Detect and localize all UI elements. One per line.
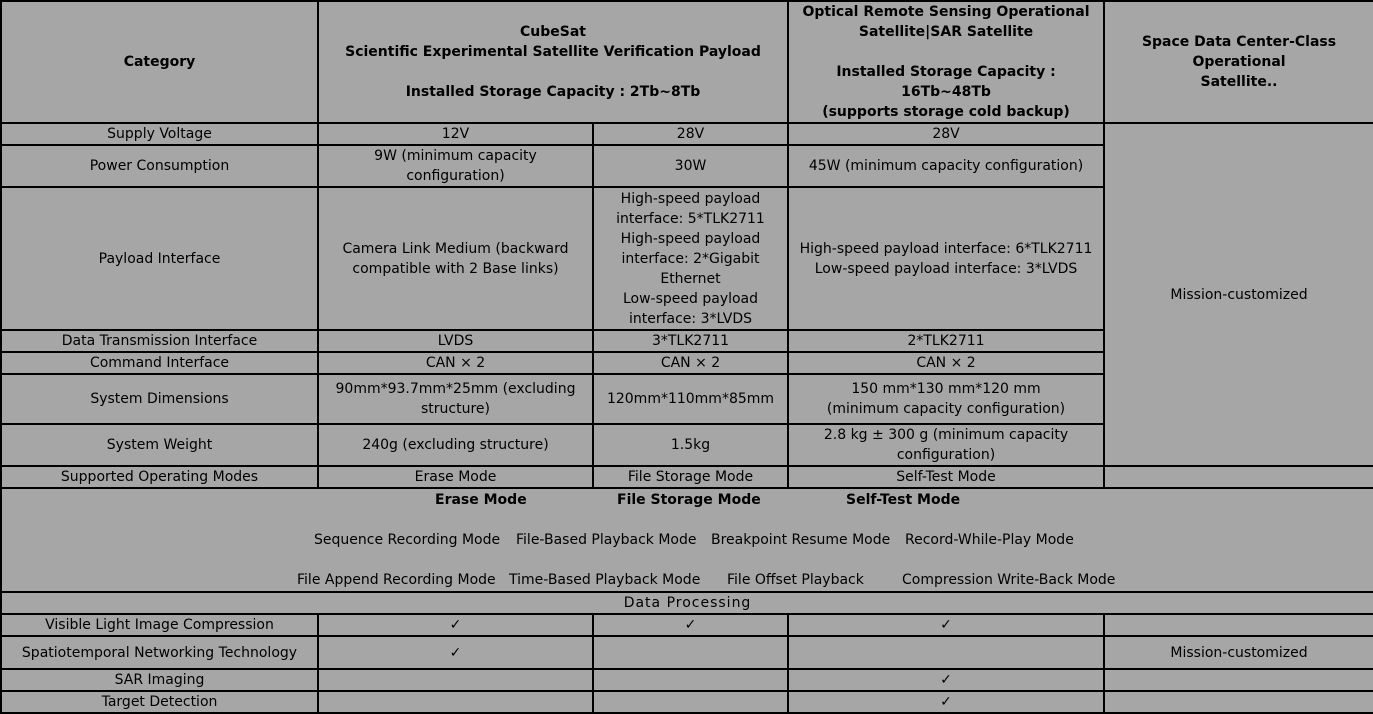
cell-cubesat-a: 9W (minimum capacity configuration) (318, 145, 593, 187)
mode-item: File Append Recording Mode (297, 572, 496, 588)
cell-optical: 28V (788, 123, 1104, 145)
check-cell (318, 669, 593, 691)
optical-title-line2: Satellite|SAR Satellite (858, 24, 1034, 40)
check-icon: ✓ (449, 644, 462, 661)
cell-optical: Self-Test Mode (788, 466, 1104, 488)
cell-cubesat-a: 240g (excluding structure) (318, 424, 593, 466)
mode-item: File Offset Playback (727, 572, 864, 588)
cell-optical: 45W (minimum capacity configuration) (788, 145, 1104, 187)
cell-optical (788, 187, 1104, 330)
row-label: Command Interface (1, 352, 318, 374)
row-target-detection (1, 691, 1373, 713)
cell-cubesat-b: 3*TLK2711 (593, 330, 788, 352)
section-title: Data Processing (1, 592, 1373, 614)
space-title-line1: Space Data Center-Class Operational (1141, 34, 1337, 70)
mode-item: Self-Test Mode (846, 492, 961, 508)
cubesat-storage: Installed Storage Capacity : 2Tb~8Tb (405, 84, 701, 100)
check-cell (593, 691, 788, 713)
cell-line: Ethernet (660, 270, 721, 287)
cell-cubesat-a: CAN × 2 (318, 352, 593, 374)
check-icon: ✓ (940, 617, 952, 633)
cell-empty (1104, 466, 1373, 488)
header-optical (788, 1, 1104, 123)
check-cell (788, 691, 1104, 713)
cell-cubesat-b: 120mm*110mm*85mm (593, 374, 788, 424)
optical-storage-note: (supports storage cold backup) (822, 104, 1070, 120)
header-cubesat (318, 1, 788, 123)
check-icon: ✓ (449, 617, 462, 633)
check-icon: ✓ (940, 672, 952, 688)
cell-cubesat-b: 28V (593, 123, 788, 145)
cell-line: configuration) (896, 447, 996, 463)
row-label: System Weight (1, 424, 318, 466)
cell-line: structure) (421, 401, 490, 417)
check-cell (318, 614, 593, 636)
modes-row-2 (8, 530, 1367, 550)
row-label: Spatiotemporal Networking Technology (1, 636, 318, 669)
mode-item: Record-While-Play Mode (905, 532, 1074, 548)
cell-line: High-speed payload interface: 6*TLK2711 (799, 240, 1093, 257)
check-icon: ✓ (684, 617, 697, 633)
cell-empty (1104, 669, 1373, 691)
row-spatiotemporal (1, 636, 1373, 669)
check-cell (593, 669, 788, 691)
cell-line: interface: 5*TLK2711 (616, 210, 765, 227)
modes-row-3 (8, 570, 1367, 590)
row-label: Data Transmission Interface (1, 330, 318, 352)
cubesat-subtitle: Scientific Experimental Satellite Verification Payload (345, 44, 761, 60)
cell-line: interface: 2*Gigabit (621, 250, 760, 267)
cell-cubesat-b: File Storage Mode (593, 466, 788, 488)
cell-cubesat-b: CAN × 2 (593, 352, 788, 374)
row-data-processing-header (1, 592, 1373, 614)
check-cell (318, 691, 593, 713)
space-title-line2: Satellite.. (1200, 74, 1278, 90)
modes-list (1, 488, 1373, 592)
cell-optical (788, 374, 1104, 424)
cell-empty (1104, 614, 1373, 636)
row-label: SAR Imaging (1, 669, 318, 691)
cell-line: (minimum capacity configuration) (826, 401, 1066, 417)
cell-cubesat-a (318, 187, 593, 330)
cell-mission-customized: Mission-customized (1104, 636, 1373, 669)
row-label: Power Consumption (1, 145, 318, 187)
cell-optical (788, 424, 1104, 466)
cell-cubesat-a: Erase Mode (318, 466, 593, 488)
mode-item: File Storage Mode (617, 492, 761, 508)
cell-line: compatible with 2 Base links) (352, 260, 559, 277)
optical-title-line1: Optical Remote Sensing Operational (802, 4, 1090, 20)
row-label: Payload Interface (1, 187, 318, 330)
cell-cubesat-b: 30W (593, 145, 788, 187)
check-cell (788, 614, 1104, 636)
row-label: Supply Voltage (1, 123, 318, 145)
mode-item: Time-Based Playback Mode (509, 572, 701, 588)
optical-storage: Installed Storage Capacity : 16Tb~48Tb (836, 64, 1056, 100)
cell-empty (1104, 691, 1373, 713)
mode-item: Compression Write-Back Mode (902, 572, 1116, 588)
header-space-data-center (1104, 1, 1373, 123)
cell-line: High-speed payload (620, 190, 761, 207)
cell-optical: CAN × 2 (788, 352, 1104, 374)
mode-item: File-Based Playback Mode (516, 532, 697, 548)
header-row (1, 1, 1373, 123)
cell-line: 2.8 kg ± 300 g (minimum capacity (823, 427, 1069, 443)
row-operating-modes (1, 466, 1373, 488)
check-icon: ✓ (940, 694, 952, 710)
cell-line: Camera Link Medium (backward (342, 240, 569, 257)
row-label: Target Detection (1, 691, 318, 713)
row-sar-imaging (1, 669, 1373, 691)
cubesat-title: CubeSat (520, 24, 586, 40)
cell-line: Low-speed payload (622, 290, 759, 307)
cell-cubesat-b (593, 187, 788, 330)
row-label: Supported Operating Modes (1, 466, 318, 488)
cell-cubesat-a: LVDS (318, 330, 593, 352)
row-modes-list (1, 488, 1373, 592)
cell-line: 90mm*93.7mm*25mm (excluding (335, 381, 576, 397)
check-cell (788, 636, 1104, 669)
row-supply-voltage (1, 123, 1373, 145)
mode-item: Sequence Recording Mode (314, 532, 501, 548)
cell-optical: 2*TLK2711 (788, 330, 1104, 352)
cell-line: interface: 3*LVDS (628, 310, 753, 327)
check-cell (593, 636, 788, 669)
cell-cubesat-a: 12V (318, 123, 593, 145)
cell-line: Low-speed payload interface: 3*LVDS (814, 260, 1078, 277)
row-visible-light (1, 614, 1373, 636)
check-cell (318, 636, 593, 669)
check-cell (788, 669, 1104, 691)
modes-row-1 (8, 490, 1367, 510)
mode-item: Erase Mode (435, 492, 527, 508)
cell-line: High-speed payload (620, 230, 761, 247)
row-label: System Dimensions (1, 374, 318, 424)
check-cell (593, 614, 788, 636)
cell-cubesat-a (318, 374, 593, 424)
row-label: Visible Light Image Compression (1, 614, 318, 636)
mode-item: Breakpoint Resume Mode (711, 532, 891, 548)
cell-line: 150 mm*130 mm*120 mm (851, 381, 1041, 397)
header-category: Category (1, 1, 318, 123)
cell-cubesat-b: 1.5kg (593, 424, 788, 466)
cell-mission-customized: Mission-customized (1104, 123, 1373, 466)
